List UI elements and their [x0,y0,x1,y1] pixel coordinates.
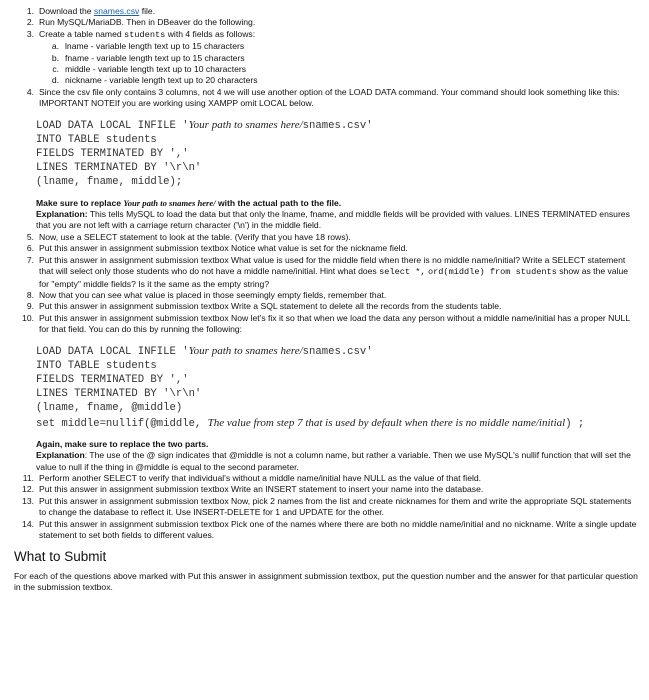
step-11 [14,473,639,484]
step-12 [14,484,639,495]
step-number: 4. [26,86,34,97]
step-text: Now that you can see what value is placed in those seemingly empty fields, remember that. [39,289,387,300]
code-line: (lname, fname, @middle) [36,402,183,415]
explanation-text: : The use of the @ sign indicates that @middle is not a column name, but rather a variable. Then we use MySQL's nullif function that will set the value to null if the thing in @middle is equal to the second parameter. [36,450,631,472]
field-list [45,41,639,87]
step-number: 13. [22,495,34,506]
step-text: Put this answer in assignment submission textbox Now, pick 2 names from the list and create nicknames for them and write the appropriate SQL statements to change the database to reflect it. Use INSERT-DELETE for 1 and UPDATE for the other. [39,495,632,518]
sub-letter: b. [51,52,59,63]
step-text: file. [139,6,156,16]
code-line: (lname, fname, middle); [36,176,183,189]
step-text: Now, use a SELECT statement to look at the table. (Verify that you have 18 rows). [39,231,351,242]
code-line: INTO TABLE students [36,359,157,372]
step-13 [14,496,639,519]
code-placeholder: The value from step 7 that is used by default when there is no middle name/initial [207,416,566,429]
explanation-text: This tells MySQL to load the data but that only the lname, fname, and middle fields will be provided with values. LINES TERMINATED ensures that you are not left with a carriage return character ('\n') in the middle field. [36,209,630,231]
note-2 [36,439,639,473]
sub-letter: a. [51,41,59,52]
explanation-label: Explanation [36,450,85,461]
step-text: Run MySQL/MariaDB. Then in DBeaver do the following. [39,17,256,28]
inline-code: ord(middle) from students [427,267,557,278]
step-text: Put this answer in assignment submission textbox Notice what value is set for the nickname field. [39,243,408,254]
step-number: 6. [26,243,34,254]
step-number: 10. [22,312,34,323]
field-item [45,75,639,86]
inline-code: students [124,29,166,40]
note-text: Make sure to replace [36,197,124,208]
code-line: ) ; [565,417,585,430]
snames-csv-link[interactable]: snames.csv [93,6,140,16]
step-number: 3. [26,28,34,39]
step-text: Put this answer in assignment submission textbox What value is used for the middle field when there is no middle name/initial? Write a SELECT statement that will select only those students who do not have a middle name/initial. Hint what does [39,254,626,277]
code-line: snames.csv' [302,345,373,358]
step-text: Put this answer in assignment submission textbox Pick one of the names where there are both no middle name/initial and no nickname. Write a single update statement to set both fields to different values. [39,518,637,541]
sub-text: lname - variable length text up to 15 characters [65,41,245,52]
step-number: 11. [22,472,34,483]
code-line: snames.csv' [302,119,373,132]
instruction-list [14,6,639,110]
code-line: FIELDS TERMINATED BY ',' [36,148,189,161]
step-number: 14. [22,518,34,529]
step-7 [14,255,639,290]
step-14 [14,519,639,542]
sub-text: fname - variable length text up to 15 characters [65,52,245,63]
step-text: Put this answer in assignment submission textbox Write a SQL statement to delete all the records from the students table. [39,301,502,312]
what-to-submit-heading: What to Submit [14,549,107,565]
step-number: 7. [26,254,34,265]
step-number: 9. [26,301,34,312]
code-line: INTO TABLE students [36,133,157,146]
sub-letter: d. [51,75,59,86]
step-number: 12. [22,484,34,495]
code-line: LINES TERMINATED BY '\r\n' [36,162,202,175]
step-10 [14,313,639,336]
sub-text: nickname - variable length text up to 20 characters [65,75,258,86]
field-item [45,53,639,64]
step-text: with 4 fields as follows: [165,28,256,39]
step-9 [14,301,639,312]
step-5 [14,232,639,243]
field-item [45,64,639,75]
step-number: 2. [26,17,34,28]
code-line: FIELDS TERMINATED BY ',' [36,373,189,386]
note-1 [36,198,639,232]
step-number: 1. [26,6,34,16]
step-1 [14,6,639,17]
step-6 [14,243,639,254]
sub-text: middle - variable length text up to 10 characters [65,64,247,75]
step-8 [14,290,639,301]
inline-code: select *, [379,267,426,278]
step-text: show as the value for "empty" middle fields? Is it the same as the empty string? [39,266,629,289]
step-number: 8. [26,289,34,300]
step-text: Download the [39,6,94,16]
note-placeholder: Your path to snames here/ [123,197,216,208]
code-block-1 [36,118,639,190]
submit-instructions: For each of the questions above marked with Put this answer in assignment submission textbox, put the question number and the answer for that particular question in the submission textbox. [14,570,638,593]
step-4 [14,87,639,110]
step-text: Put this answer in assignment submission textbox Now let's fix it so that when we load the data any person without a middle name/initial has a proper NULL for that field. You can do this by running the following: [39,312,630,335]
code-line: LINES TERMINATED BY '\r\n' [36,388,202,401]
step-2 [14,17,639,28]
code-line: LOAD DATA LOCAL INFILE ' [36,119,189,132]
code-block-2 [36,344,639,431]
code-line: LOAD DATA LOCAL INFILE ' [36,345,189,358]
code-placeholder: Your path to snames here/ [188,118,303,131]
step-3 [14,29,639,87]
sub-letter: c. [52,64,59,75]
code-placeholder: Your path to snames here/ [188,344,303,357]
step-text: Perform another SELECT to verify that individual's without a middle name/initial have NULL as the value of that field. [39,472,482,483]
step-text: Create a table named [39,28,125,39]
note-text: Again, make sure to replace the two parts. [36,438,209,449]
instruction-list-3 [14,473,639,541]
field-item [45,41,639,52]
step-number: 5. [26,231,34,242]
note-text: with the actual path to the file. [215,197,342,208]
explanation-label: Explanation: [36,209,88,220]
instruction-list-2 [14,232,639,336]
step-text: Since the csv file only contains 3 columns, not 4 we will use another option of the LOAD DATA command. Your command should look something like this: IMPORTANT NOTEIf you are working using XAMPP omit LOCAL below. [39,86,620,109]
code-line: set middle=nullif(@middle, [36,417,208,430]
step-text: Put this answer in assignment submission textbox Write an INSERT statement to insert your name into the database. [39,484,484,495]
